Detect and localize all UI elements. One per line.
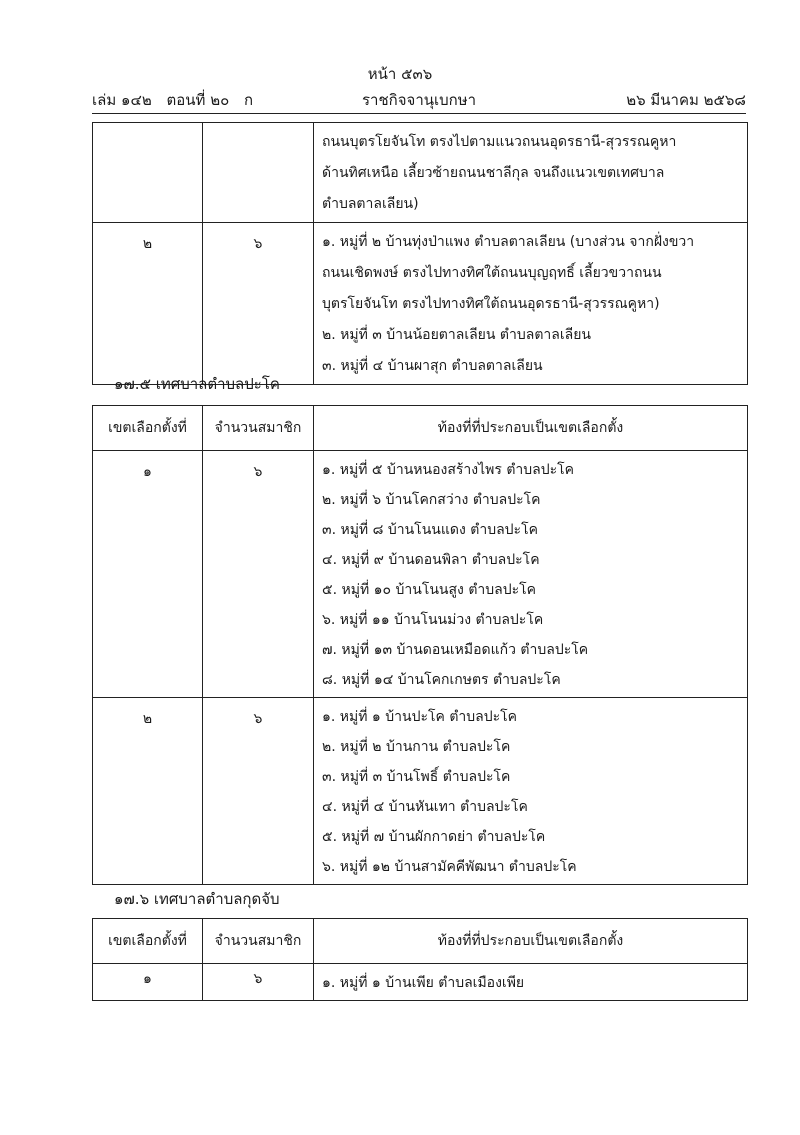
district-cell: ๒ <box>93 223 203 385</box>
area-line: ตำบลตาลเลียน) <box>322 196 419 212</box>
table-header-row <box>93 406 748 451</box>
area-line: ๓. หมู่ที่ ๘ บ้านโนนแดง ตำบลปะโค <box>322 522 538 538</box>
areas-cell <box>314 451 748 698</box>
kutchap-table <box>92 918 748 1001</box>
column-header-members: จำนวนสมาชิก <box>203 406 314 451</box>
column-header-district: เขตเลือกตั้งที่ <box>93 919 203 964</box>
table-row <box>93 964 748 1001</box>
column-header-areas: ท้องที่ที่ประกอบเป็นเขตเลือกตั้ง <box>314 406 748 451</box>
column-header-district: เขตเลือกตั้งที่ <box>93 406 203 451</box>
area-line: ๑. หมู่ที่ ๒ บ้านทุ่งป่าแพง ตำบลตาลเลียน (บางส่วน จากฝั่งขวา <box>322 234 695 250</box>
area-line: ๖. หมู่ที่ ๑๑ บ้านโนนม่วง ตำบลปะโค <box>322 612 544 628</box>
district-cell: ๑ <box>93 451 203 698</box>
table-row <box>93 123 748 223</box>
area-line: ๑. หมู่ที่ ๑ บ้านเพีย ตำบลเมืองเพีย <box>322 975 525 991</box>
area-line: ถนนบุตรโยจันโท ตรงไปตามแนวถนนอุดรธานี-สุวรรณคูหา <box>322 134 677 150</box>
volume: เล่ม ๑๔๒ <box>92 91 152 109</box>
header-rule <box>92 113 746 114</box>
section-heading-pako: ๑๗.๕ เทศบาลตำบลปะโค <box>114 375 280 393</box>
district-cell <box>93 123 203 223</box>
district-cell: ๒ <box>93 698 203 885</box>
members-cell: ๖ <box>203 964 314 1001</box>
area-line: ถนนเชิดพงษ์ ตรงไปทางทิศใต้ถนนบุญฤทธิ์ เลี้ยวขวาถนน <box>322 265 662 281</box>
area-line: ด้านทิศเหนือ เลี้ยวซ้ายถนนชาลีกุล จนถึงแนวเขตเทศบาล <box>322 165 665 181</box>
area-line: บุตรโยจันโท ตรงไปทางทิศใต้ถนนอุดรธานี-สุวรรณคูหา) <box>322 296 660 312</box>
gazette-name: ราชกิจจานุเบกษา <box>362 91 477 109</box>
members-cell: ๖ <box>203 223 314 385</box>
area-line: ๒. หมู่ที่ ๖ บ้านโคกสว่าง ตำบลปะโค <box>322 492 541 508</box>
areas-cell <box>314 223 748 385</box>
volume-issue <box>92 88 263 112</box>
column-header-members: จำนวนสมาชิก <box>203 919 314 964</box>
continued-table <box>92 122 748 385</box>
pako-table <box>92 405 748 885</box>
page-number: หน้า ๕๓๖ <box>367 65 433 83</box>
areas-cell <box>314 698 748 885</box>
area-line: ๖. หมู่ที่ ๑๒ บ้านสามัคคีพัฒนา ตำบลปะโค <box>322 859 577 875</box>
area-line: ๘. หมู่ที่ ๑๔ บ้านโคกเกษตร ตำบลปะโค <box>322 672 561 688</box>
gazette-header <box>92 88 746 110</box>
table-header-row <box>93 919 748 964</box>
members-cell <box>203 123 314 223</box>
table-row <box>93 698 748 885</box>
area-line: ๔. หมู่ที่ ๙ บ้านดอนพิลา ตำบลปะโค <box>322 552 540 568</box>
area-line: ๕. หมู่ที่ ๗ บ้านผักกาดย่า ตำบลปะโค <box>322 829 546 845</box>
district-cell: ๑ <box>93 964 203 1001</box>
members-cell: ๖ <box>203 698 314 885</box>
area-line: ๕. หมู่ที่ ๑๐ บ้านโนนสูง ตำบลปะโค <box>322 582 537 598</box>
section-heading-kutchap: ๑๗.๖ เทศบาลตำบลกุดจับ <box>114 890 280 908</box>
area-line: ๓. หมู่ที่ ๔ บ้านผาสุก ตำบลตาลเลียน <box>322 358 543 374</box>
table-row <box>93 223 748 385</box>
area-line: ๒. หมู่ที่ ๓ บ้านน้อยตาลเลียน ตำบลตาลเลียน <box>322 327 591 343</box>
gazette-date: ๒๖ มีนาคม ๒๕๖๘ <box>626 91 746 109</box>
section-letter: ก <box>244 91 254 109</box>
area-line: ๒. หมู่ที่ ๒ บ้านกาน ตำบลปะโค <box>322 739 511 755</box>
areas-cell <box>314 123 748 223</box>
area-line: ๓. หมู่ที่ ๓ บ้านโพธิ์ ตำบลปะโค <box>322 769 511 785</box>
members-cell: ๖ <box>203 451 314 698</box>
area-line: ๑. หมู่ที่ ๑ บ้านปะโค ตำบลปะโค <box>322 709 518 725</box>
area-line: ๔. หมู่ที่ ๔ บ้านหันเทา ตำบลปะโค <box>322 799 528 815</box>
area-line: ๗. หมู่ที่ ๑๓ บ้านดอนเหมือดแก้ว ตำบลปะโค <box>322 642 589 658</box>
area-line: ๑. หมู่ที่ ๕ บ้านหนองสร้างไพร ตำบลปะโค <box>322 462 575 478</box>
table-row <box>93 451 748 698</box>
areas-cell <box>314 964 748 1001</box>
column-header-areas: ท้องที่ที่ประกอบเป็นเขตเลือกตั้ง <box>314 919 748 964</box>
issue: ตอนที่ ๒๐ <box>166 91 230 109</box>
